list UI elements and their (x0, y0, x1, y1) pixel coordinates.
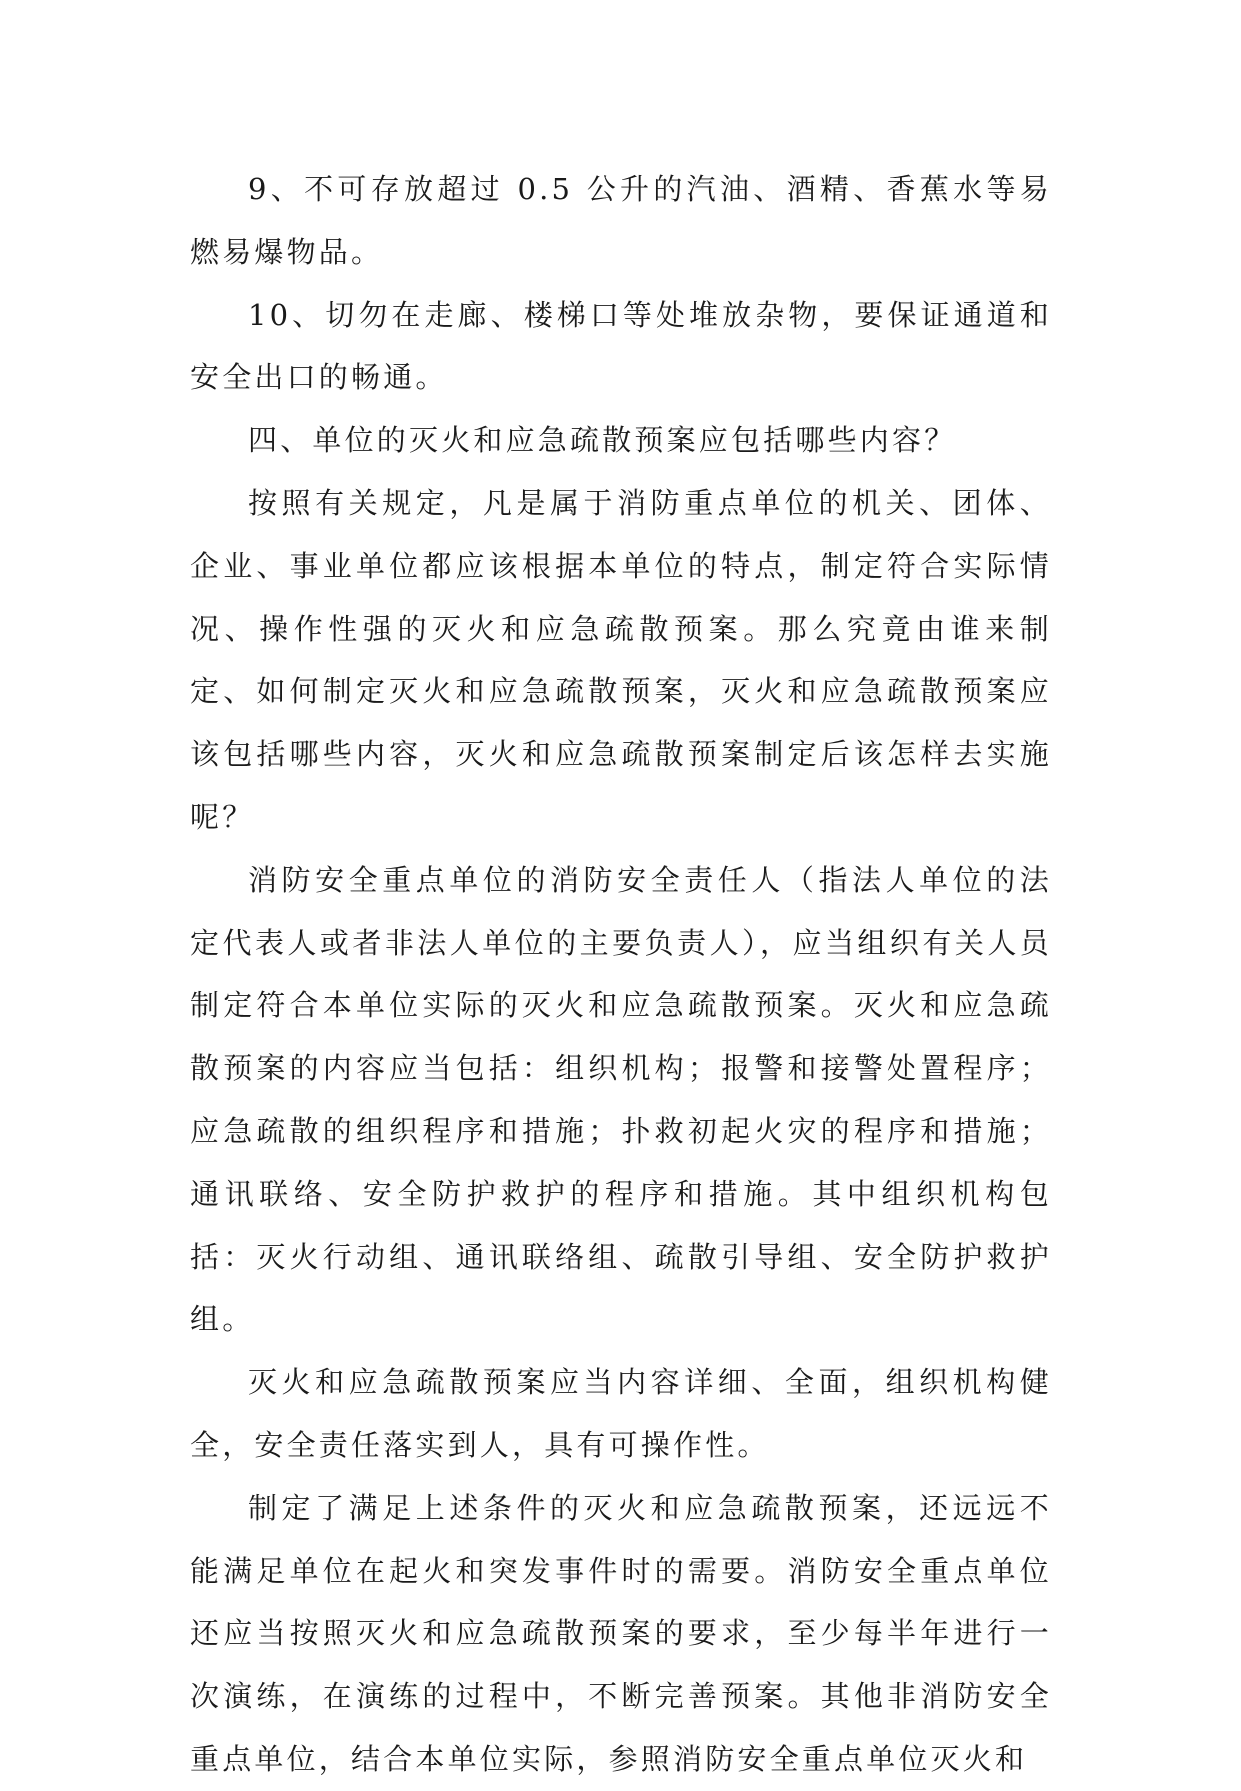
paragraph-item-9: 9、不可存放超过 0.5 公升的汽油、酒精、香蕉水等易燃易爆物品。 (190, 172, 1052, 269)
paragraph-regulation-intro: 按照有关规定，凡是属于消防重点单位的机关、团体、企业、事业单位都应该根据本单位的特点，制定符合实际情况、操作性强的灭火和应急疏散预案。那么究竟由谁来制定、如何制定灭火和应急疏散预案，灭火和应急疏散预案应该包括哪些内容，灭火和应急疏散预案制定后该怎样去实施呢？ (190, 485, 1052, 834)
section-heading-4: 四、单位的灭火和应急疏散预案应包括哪些内容？ (248, 423, 957, 458)
paragraph-plan-contents: 消防安全重点单位的消防安全责任人（指法人单位的法定代表人或者非法人单位的主要负责人），应当组织有关人员制定符合本单位实际的灭火和应急疏散预案。灭火和应急疏散预案的内容应当包括：组织机构；报警和接警处置程序；应急疏散的组织程序和措施；扑救初起火灾的程序和措施；通讯联络、安全防护救护的程序和措施。其中组织机构包括：灭火行动组、通讯联络组、疏散引导组、安全防护救护组。 (190, 862, 1052, 1337)
paragraph-plan-requirements: 灭火和应急疏散预案应当内容详细、全面，组织机构健全，安全责任落实到人，具有可操作性。 (190, 1365, 1052, 1462)
document-body (190, 158, 1052, 1791)
paragraph-item-10: 10、切勿在走廊、楼梯口等处堆放杂物，要保证通道和安全出口的畅通。 (190, 297, 1052, 395)
paragraph-drill-requirements: 制定了满足上述条件的灭火和应急疏散预案，还远远不能满足单位在起火和突发事件时的需要。消防安全重点单位还应当按照灭火和应急疏散预案的要求，至少每半年进行一次演练，在演练的过程中，不断完善预案。其他非消防安全重点单位，结合本单位实际，参照消防安全重点单位灭火和 (190, 1490, 1052, 1776)
